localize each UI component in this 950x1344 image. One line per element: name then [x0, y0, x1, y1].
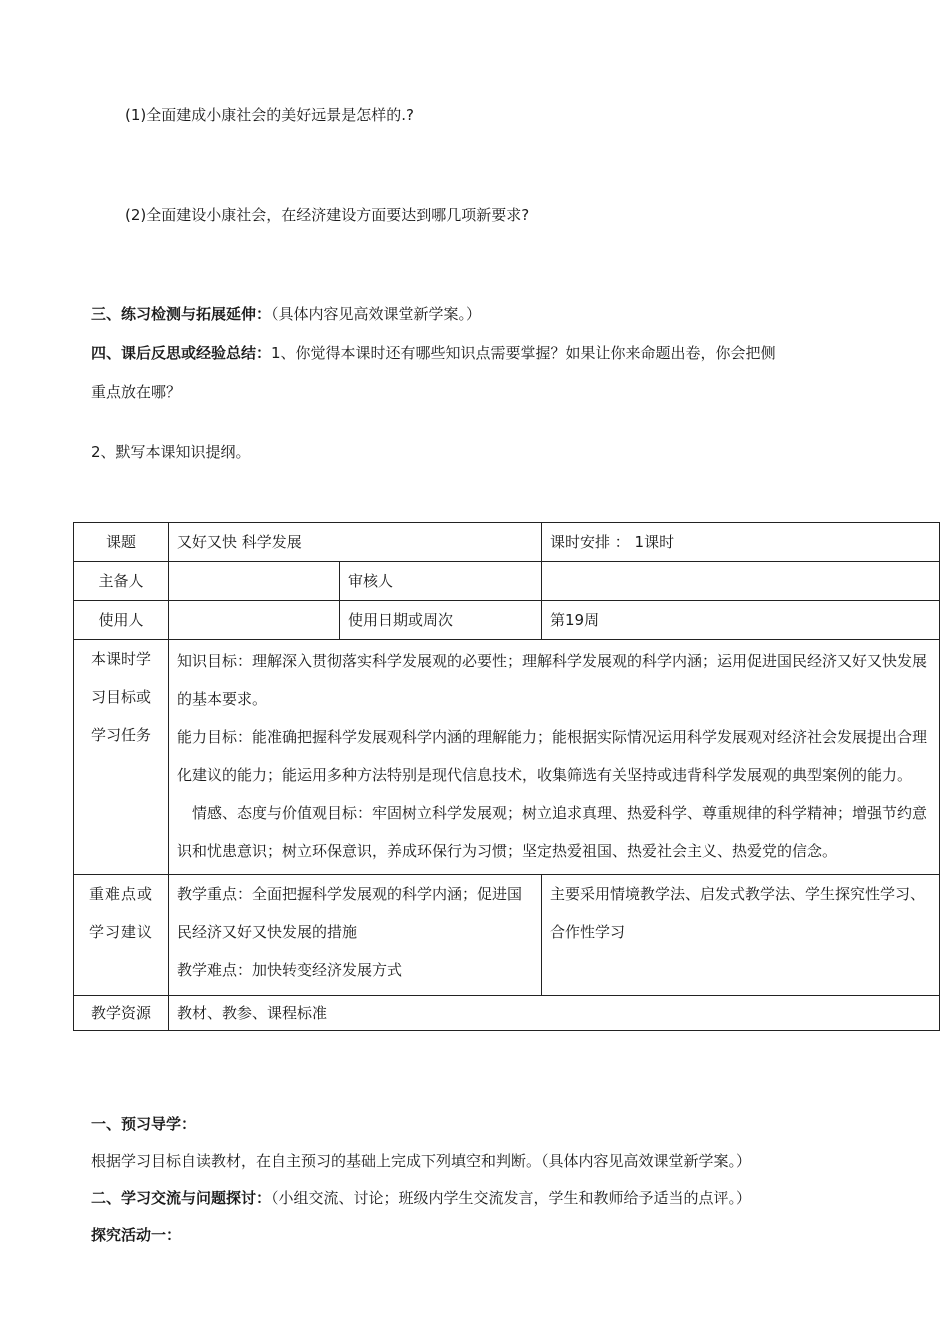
- label-preparer: 主备人: [74, 562, 169, 601]
- section4-line1: [91, 342, 776, 363]
- value-preparer: [169, 562, 340, 601]
- section1-text: 根据学习目标自读教材，在自主预习的基础上完成下列填空和判断。（具体内容见高效课堂新学案。）: [91, 1152, 752, 1170]
- label-reviewer: 审核人: [340, 562, 542, 601]
- value-topic: 又好又快 科学发展: [169, 523, 542, 562]
- section2-heading: 二、学习交流与问题探讨：: [91, 1189, 272, 1207]
- section4-item2: 2、默写本课知识提纲。: [91, 443, 251, 461]
- section4-line2: 重点放在哪？: [91, 383, 182, 401]
- table-row-objectives: [74, 640, 940, 875]
- lesson-plan-table: [73, 522, 940, 1031]
- knowledge-objective: 知识目标：理解深入贯彻落实科学发展观的必要性；理解科学发展观的科学内涵；运用促进国民经济又好又快发展的基本要求。: [177, 652, 928, 708]
- label-date: 使用日期或周次: [340, 601, 542, 640]
- question-1: (1)全面建成小康社会的美好远景是怎样的.?: [125, 106, 414, 124]
- section3: [91, 303, 481, 324]
- ability-objective: 能力目标：能准确把握科学发展观科学内涵的理解能力；能根据实际情况运用科学发展观对经济社会发展提出合理化建议的能力；能运用多种方法特别是现代信息技术，收集筛选有关坚持或违背科学发展观的典型案例的能力。: [177, 728, 928, 784]
- table-row-topic: [74, 523, 940, 562]
- section3-text: （具体内容见高效课堂新学案。）: [271, 305, 482, 323]
- value-resources: 教材、教参、课程标准: [169, 996, 940, 1031]
- methods-text: 主要采用情境教学法、启发式教学法、学生探究性学习、合作性学习: [550, 885, 926, 941]
- label-topic: 课题: [74, 523, 169, 562]
- label-keypoints: 重难点或学习建议: [74, 875, 169, 996]
- difficult-point: 教学难点：加快转变经济发展方式: [177, 961, 403, 979]
- label-resources: 教学资源: [74, 996, 169, 1031]
- section2: [91, 1187, 751, 1208]
- section2-text: （小组交流、讨论；班级内学生交流发言，学生和教师给予适当的点评。）: [271, 1189, 752, 1207]
- table-row-preparer: [74, 562, 940, 601]
- value-reviewer: [542, 562, 940, 601]
- table-row-keypoints: [74, 875, 940, 996]
- value-schedule: 课时安排 ： 1课时: [542, 523, 940, 562]
- section4-heading: 四、课后反思或经验总结：: [91, 344, 272, 362]
- table-row-resources: [74, 996, 940, 1031]
- teaching-methods: [542, 875, 940, 996]
- keypoints-content: [169, 875, 542, 996]
- table-row-user: [74, 601, 940, 640]
- value-date: 第19周: [542, 601, 940, 640]
- section3-heading: 三、练习检测与拓展延伸：: [91, 305, 272, 323]
- question-2: (2)全面建设小康社会，在经济建设方面要达到哪几项新要求?: [125, 206, 530, 224]
- section4-text-line1: 1、你觉得本课时还有哪些知识点需要掌握？如果让你来命题出卷，你会把侧: [271, 344, 776, 362]
- objectives-content: [169, 640, 940, 875]
- label-objectives: 本课时学习目标或学习任务: [74, 640, 169, 875]
- emotion-objective: 情感、态度与价值观目标：牢固树立科学发展观；树立追求真理、热爱科学、尊重规律的科学精神；增强节约意识和忧患意识；树立环保意识，养成环保行为习惯；坚定热爱祖国、热爱社会主义、热爱党的信念。: [177, 804, 928, 860]
- label-user: 使用人: [74, 601, 169, 640]
- activity1-heading: 探究活动一：: [91, 1226, 182, 1244]
- value-user: [169, 601, 340, 640]
- key-point: 教学重点：全面把握科学发展观的科学内涵；促进国民经济又好又快发展的措施: [177, 885, 523, 941]
- section1-heading: 一、预习导学：: [91, 1115, 197, 1133]
